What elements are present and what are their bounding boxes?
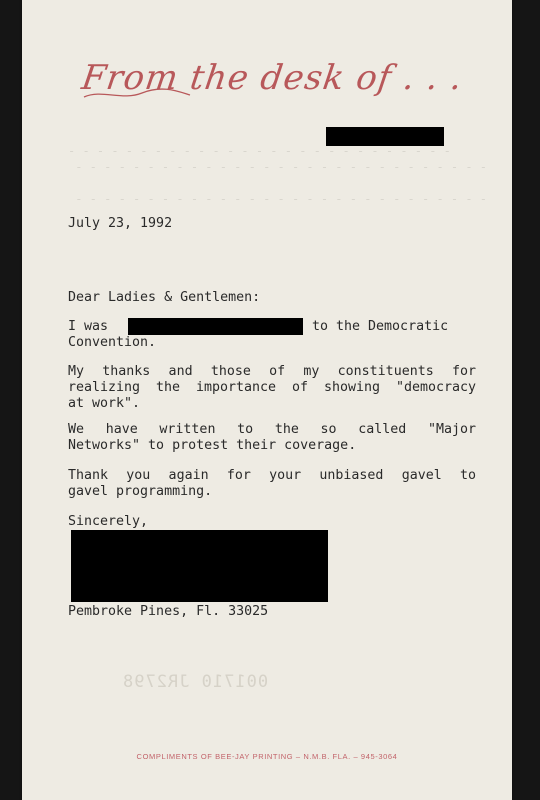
letterhead-flourish [82,87,192,101]
paragraph-4-line-2: gavel programming. [68,484,213,499]
faint-stamp: 001710 JR2798 [122,672,269,692]
paragraph-3-line-2: Networks" to protest their coverage. [68,438,357,453]
paragraph-2-line-3: at work". [68,396,141,411]
paragraph-4-line-1: Thank you again for your unbiased gavel to [68,468,476,483]
salutation: Dear Ladies & Gentlemen: [68,290,261,305]
closing: Sincerely, [68,514,149,529]
letterhead-title: From the desk of . . . [79,58,466,98]
redacted-block-inline [128,318,303,335]
paragraph-3-line-1: We have written to the so called "Major [68,422,476,437]
letter-date: July 23, 1992 [68,216,173,231]
paragraph-4 [68,468,476,500]
paragraph-2-line-2: realizing the importance of showing "democracy [68,380,476,395]
bleed-through-text: - - - - - - - - - - - - - - - - - - - - - - - - - - - - - - - - - - - - - - - - - - - - - - - - - - - - - - - - - - - - - - - - - - - - - - - - - - - - - - - - - - - - - [68,144,488,206]
paragraph-1-line-2: Convention. [68,335,157,350]
paragraph-2 [68,364,476,412]
printer-footer: COMPLIMENTS OF BEE-JAY PRINTING – N.M.B. FLA. – 945-3064 [136,752,398,761]
paragraph-3 [68,422,476,454]
redacted-signature-block [71,530,328,602]
paragraph-2-line-1: My thanks and those of my constituents for [68,364,476,379]
sender-address: Pembroke Pines, Fl. 33025 [68,604,269,619]
paragraph-1-line-1-end: to the Democratic [312,319,449,334]
paragraph-1-line-1-start: I was [68,319,109,334]
letter-page [22,0,512,800]
